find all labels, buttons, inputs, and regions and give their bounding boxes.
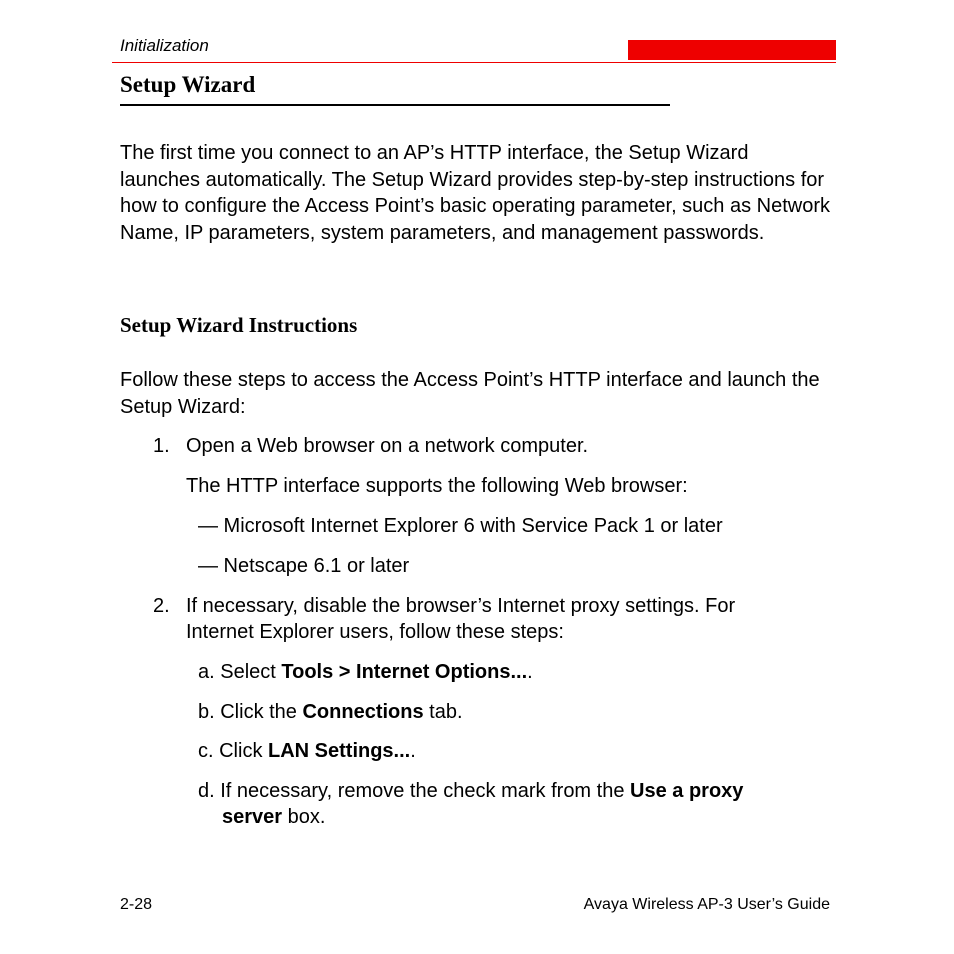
- substep-d-line1: d. If necessary, remove the check mark from the Use a proxy: [198, 780, 744, 802]
- step-2-text-line2: Internet Explorer users, follow these steps:: [186, 621, 564, 643]
- subsection-title: Setup Wizard Instructions: [120, 313, 358, 337]
- substep-c: c. Click LAN Settings....: [198, 740, 416, 762]
- step-1-number: 1.: [153, 435, 170, 457]
- step-1-text: Open a Web browser on a network computer.: [186, 435, 589, 457]
- step-2-text-line1: If necessary, disable the browser’s Internet proxy settings. For: [186, 595, 736, 617]
- page-number: 2-28: [120, 896, 153, 913]
- section-title: Setup Wizard: [120, 72, 256, 97]
- subsection-intro: Follow these steps to access the Access Point’s HTTP interface and launch the Setup Wizard:: [120, 369, 820, 418]
- substep-b: b. Click the Connections tab.: [198, 701, 463, 723]
- section-title-rule: [120, 104, 670, 106]
- substep-a: a. Select Tools > Internet Options....: [198, 661, 533, 683]
- substep-d-line2: server box.: [222, 806, 326, 828]
- running-head: Initialization: [120, 36, 209, 55]
- browser-bullet: — Microsoft Internet Explorer 6 with Service Pack 1 or later: [198, 515, 723, 537]
- section-intro: The first time you connect to an AP’s HTTP interface, the Setup Wizard launches automatically. The Setup Wizard provides step-by-step instructions for how to configure the Access Point’s basic operating parameter, such as Network Name, IP parameters, system parameters, and management passwords.: [120, 142, 831, 244]
- step-2-number: 2.: [153, 595, 170, 617]
- step-1-note: The HTTP interface supports the following Web browser:: [186, 475, 688, 497]
- guide-title: Avaya Wireless AP-3 User’s Guide: [583, 896, 830, 913]
- header-rule: [112, 62, 836, 63]
- header-accent-bar: [628, 40, 836, 60]
- browser-bullet: — Netscape 6.1 or later: [198, 555, 410, 577]
